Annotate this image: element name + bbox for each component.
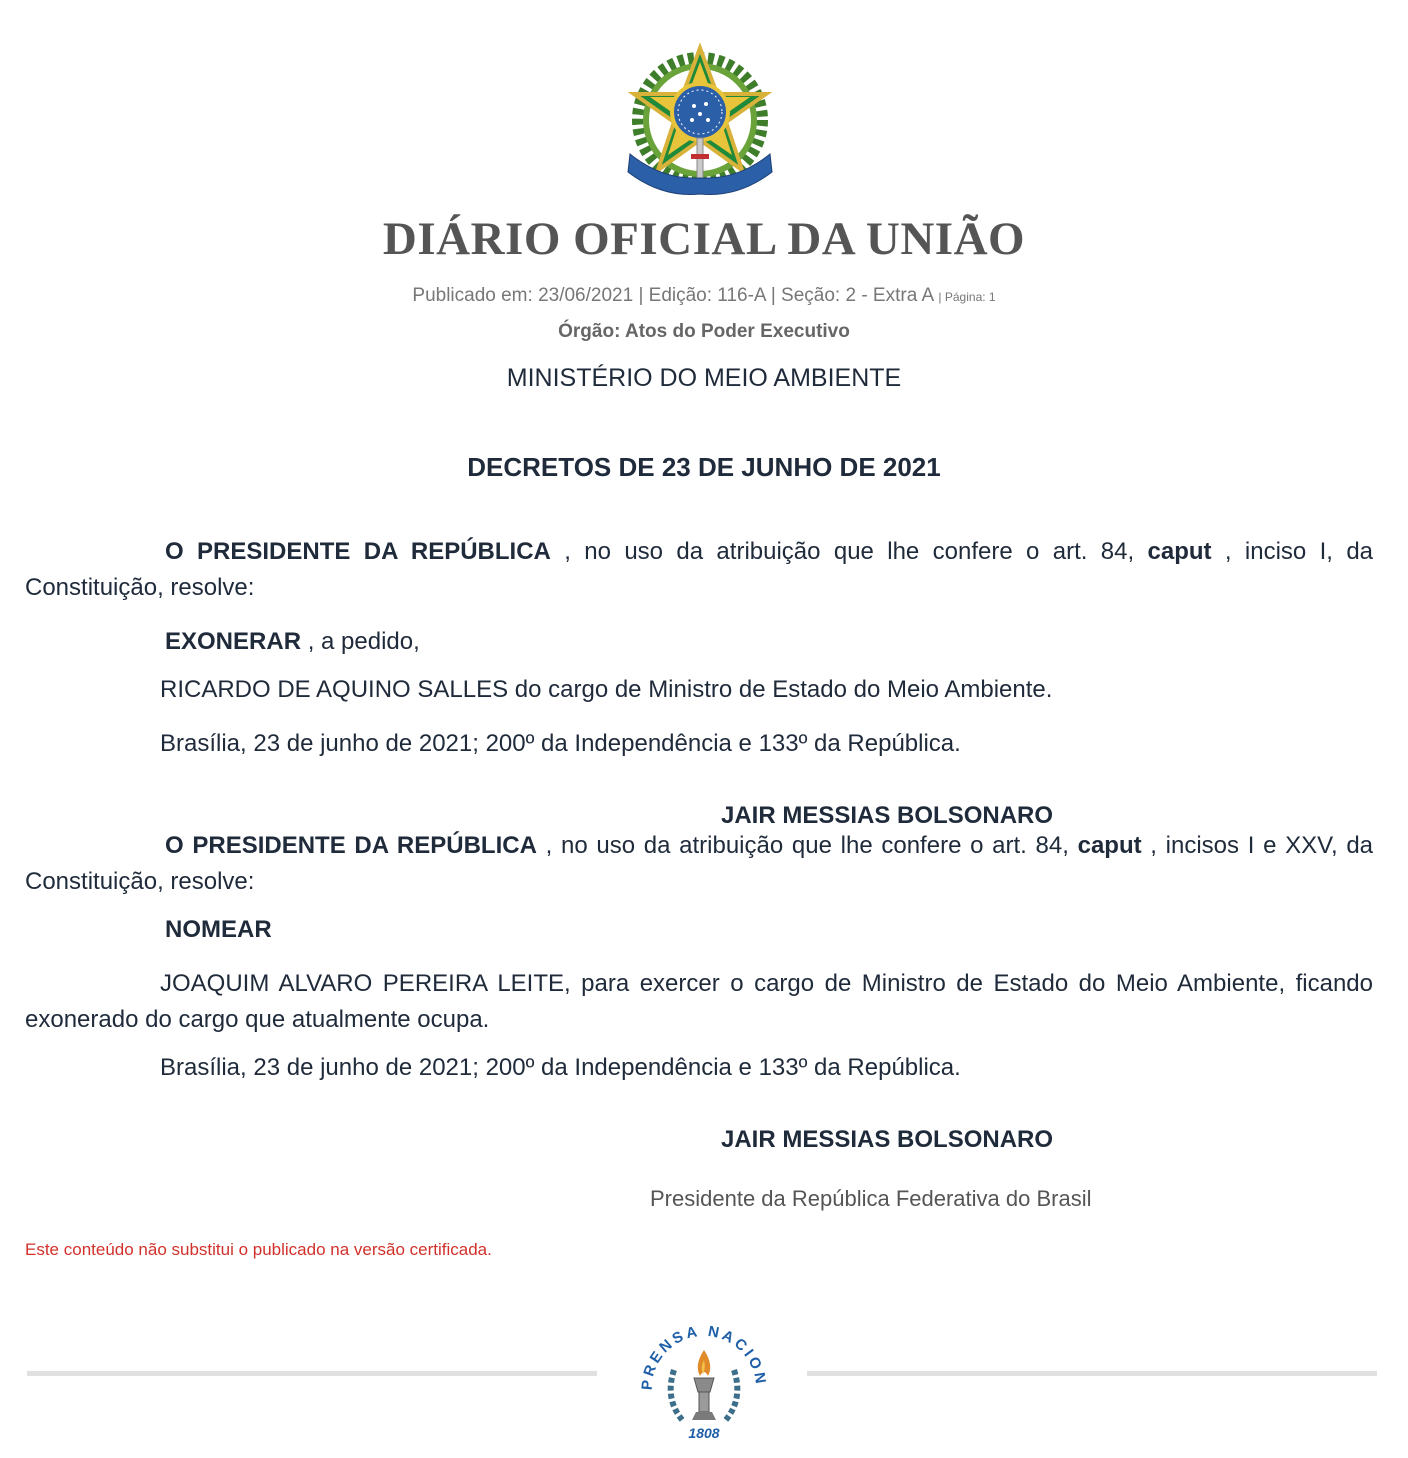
footer-divider-right <box>807 1371 1377 1376</box>
publication-details: Publicado em: 23/06/2021 | Edição: 116-A | Seção: 2 - Extra A <box>412 285 934 306</box>
ministry-name: MINISTÉRIO DO MEIO AMBIENTE <box>506 364 902 392</box>
decree1-action-rest: , a pedido, <box>301 628 420 655</box>
decree1-intro <box>25 534 1373 606</box>
decree1-signature: JAIR MESSIAS BOLSONARO <box>721 802 1054 829</box>
decree2-action-line <box>165 912 272 948</box>
decree1-caput: caput <box>1147 538 1212 565</box>
decree2-caput: caput <box>1077 832 1142 859</box>
imprensa-nacional-logo-icon <box>634 1310 774 1450</box>
decree1-action: EXONERAR <box>165 628 302 655</box>
page-title: DIÁRIO OFICIAL DA UNIÃO <box>382 213 1026 265</box>
decree1-intro-text-b: , inciso I, da Constituição, resolve: <box>25 538 1374 601</box>
svg-text:IMPRENSA NACIONAL: PRENSA NACION <box>638 1322 770 1391</box>
decree1-body: RICARDO DE AQUINO SALLES do cargo de Ministro de Estado do Meio Ambiente. <box>160 676 1053 703</box>
decree2-date: Brasília, 23 de junho de 2021; 200º da Independência e 133º da República. <box>160 1054 961 1081</box>
decree-title: DECRETOS DE 23 DE JUNHO DE 2021 <box>467 452 941 482</box>
decree2-signature: JAIR MESSIAS BOLSONARO <box>721 1126 1054 1153</box>
decree2-intro-text-b: , incisos I e XXV, da Constituição, resolve: <box>25 832 1374 895</box>
disclaimer: Este conteúdo não substitui o publicado na versão certificada. <box>25 1240 492 1259</box>
decree1-subject: O PRESIDENTE DA REPÚBLICA <box>165 538 551 565</box>
publication-info <box>0 285 1408 307</box>
imprensa-year: 1808 <box>688 1425 720 1441</box>
decree1-action-line <box>165 624 420 660</box>
decree1-date: Brasília, 23 de junho de 2021; 200º da Independência e 133º da República. <box>160 730 961 757</box>
signature-role: Presidente da República Federativa do Brasil <box>650 1186 1092 1211</box>
decree2-subject: O PRESIDENTE DA REPÚBLICA <box>165 832 537 859</box>
decree2-intro <box>25 828 1373 900</box>
footer-divider-left <box>27 1371 597 1376</box>
decree2-intro-text-a: , no uso da atribuição que lhe confere o art. 84, <box>536 832 1078 859</box>
orgao-label: Órgão: Atos do Poder Executivo <box>558 321 850 342</box>
decree2-body: JOAQUIM ALVARO PEREIRA LEITE, para exercer o cargo de Ministro de Estado do Meio Ambiente, ficando exonerado do cargo que atualmente ocupa. <box>25 970 1373 1033</box>
decree1-intro-text-a: , no uso da atribuição que lhe confere o art. 84, <box>550 538 1148 565</box>
decree2-action: NOMEAR <box>165 916 272 943</box>
page-number: | Página: 1 <box>938 290 996 304</box>
brazil-coat-of-arms-icon <box>622 42 778 198</box>
